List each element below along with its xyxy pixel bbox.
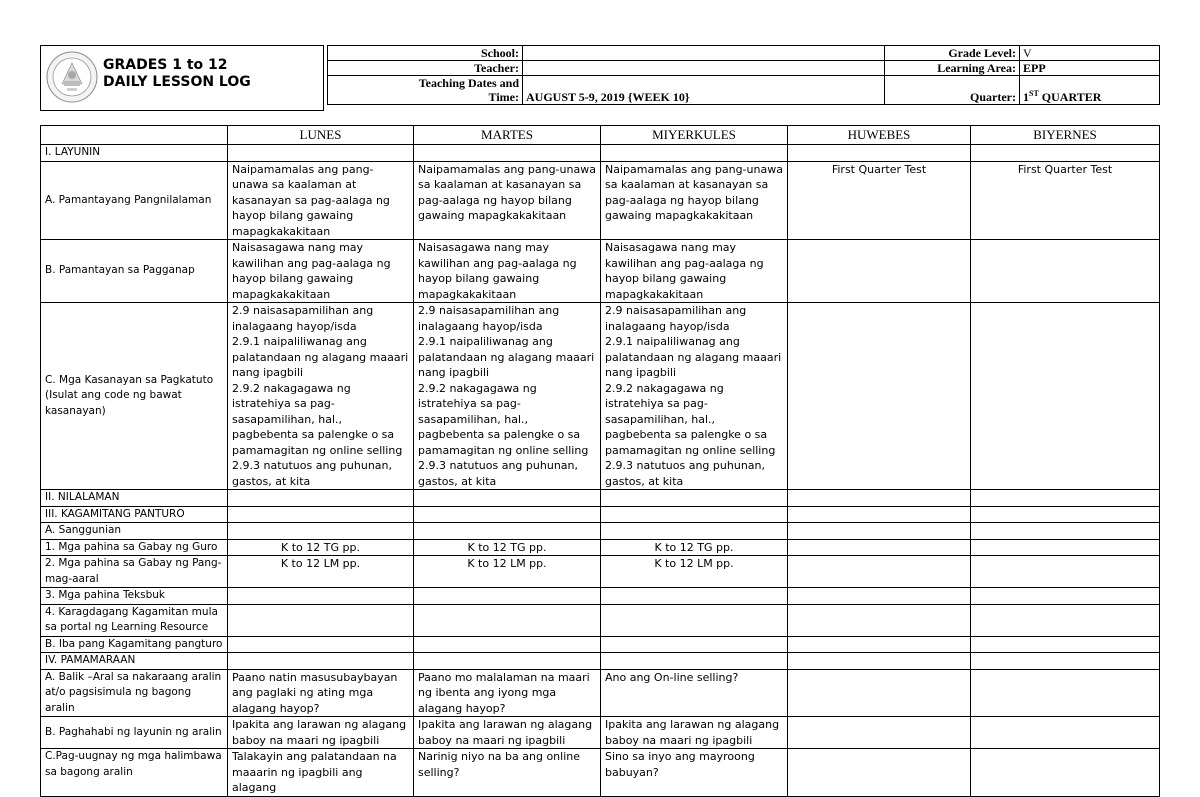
- table-cell[interactable]: [601, 653, 788, 670]
- section-label: I. LAYUNIN: [41, 145, 228, 162]
- row-label: 3. Mga pahina Teksbuk: [41, 588, 228, 605]
- table-cell[interactable]: [228, 653, 414, 670]
- table-cell[interactable]: [414, 653, 601, 670]
- table-cell[interactable]: [971, 240, 1160, 303]
- grade-level-label: Grade Level:: [885, 46, 1020, 61]
- table-cell[interactable]: [971, 490, 1160, 507]
- table-cell[interactable]: [971, 145, 1160, 162]
- table-cell[interactable]: [788, 749, 971, 797]
- table-cell[interactable]: [228, 604, 414, 636]
- table-cell[interactable]: [414, 506, 601, 523]
- table-row-teksbuk: [41, 588, 1160, 605]
- table-cell[interactable]: Ano ang On-line selling?: [601, 669, 788, 717]
- table-cell[interactable]: [414, 636, 601, 653]
- table-cell[interactable]: [414, 588, 601, 605]
- section-row-pamamaraan: [41, 653, 1160, 670]
- quarter-value[interactable]: [1020, 76, 1160, 105]
- table-cell[interactable]: [971, 717, 1160, 749]
- table-cell[interactable]: Ipakita ang larawan ng alagang baboy na maari ng ipagbili: [228, 717, 414, 749]
- table-cell[interactable]: Naisasagawa nang may kawilihan ang pag-aalaga ng hayop bilang gawaing mapagkakakitaan: [228, 240, 414, 303]
- title-line-2: DAILY LESSON LOG: [103, 74, 251, 90]
- table-cell[interactable]: [601, 604, 788, 636]
- table-cell[interactable]: 2.9 naisasapamilihan ang inalagaang hayop/isda 2.9.1 naipaliliwanag ang palatandaan ng alagang maaari nang ipagbili 2.9.2 nakagagawa ng istratehiya sa pag-sasapamilihan, hal., pagbebenta sa palengke o sa pamamagitan ng online selling 2.9.3 natutuos ang puhunan, gastos, at kita: [414, 303, 601, 490]
- table-cell[interactable]: [228, 588, 414, 605]
- table-cell[interactable]: [228, 523, 414, 540]
- table-cell[interactable]: [971, 588, 1160, 605]
- quarter-number: 1: [1023, 90, 1029, 104]
- table-cell[interactable]: [788, 669, 971, 717]
- table-cell[interactable]: [971, 749, 1160, 797]
- school-value[interactable]: [523, 46, 885, 61]
- header-info-table: [327, 45, 1160, 105]
- table-cell[interactable]: [971, 653, 1160, 670]
- table-cell[interactable]: [414, 490, 601, 507]
- quarter-word: QUARTER: [1038, 90, 1102, 104]
- table-cell[interactable]: [971, 539, 1160, 556]
- table-cell[interactable]: First Quarter Test: [788, 161, 971, 240]
- table-cell[interactable]: [601, 145, 788, 162]
- teaching-dates-label-line1: Teaching Dates and: [418, 76, 519, 90]
- table-cell[interactable]: [788, 523, 971, 540]
- table-row-sanggunian: [41, 523, 1160, 540]
- table-row-iba-pang: [41, 636, 1160, 653]
- row-label: C.Pag-uugnay ng mga halimbawa sa bagong aralin: [41, 749, 228, 797]
- table-cell[interactable]: [971, 604, 1160, 636]
- table-cell[interactable]: Naipamamalas ang pang-unawa sa kaalaman at kasanayan sa pag-aalaga ng hayop bilang gawaing mapagkakakitaan: [414, 161, 601, 240]
- table-row-balik-aral: [41, 669, 1160, 717]
- table-cell[interactable]: Naisasagawa nang may kawilihan ang pag-aalaga ng hayop bilang gawaing mapagkakakitaan: [414, 240, 601, 303]
- table-cell[interactable]: [788, 717, 971, 749]
- table-cell[interactable]: First Quarter Test: [971, 161, 1160, 240]
- table-cell[interactable]: [971, 506, 1160, 523]
- row-label: B. Paghahabi ng layunin ng aralin: [41, 717, 228, 749]
- table-cell[interactable]: K to 12 LM pp.: [414, 556, 601, 588]
- section-row-layunin: [41, 145, 1160, 162]
- table-row-gabay-mag-aaral: [41, 556, 1160, 588]
- table-cell[interactable]: [414, 604, 601, 636]
- column-header-lunes: LUNES: [228, 126, 414, 145]
- teaching-dates-label: [328, 76, 523, 105]
- table-cell[interactable]: [788, 240, 971, 303]
- table-row-pamantayang-pangnilalaman: [41, 161, 1160, 240]
- table-row-karagdagang: [41, 604, 1160, 636]
- row-label: 2. Mga pahina sa Gabay ng Pang-mag-aaral: [41, 556, 228, 588]
- row-label: 1. Mga pahina sa Gabay ng Guro: [41, 539, 228, 556]
- table-cell[interactable]: [788, 303, 971, 490]
- table-cell[interactable]: [601, 588, 788, 605]
- row-label: C. Mga Kasanayan sa Pagkatuto (Isulat ang code ng bawat kasanayan): [41, 303, 228, 490]
- row-label: 4. Karagdagang Kagamitan mula sa portal ng Learning Resource: [41, 604, 228, 636]
- quarter-label: Quarter:: [885, 76, 1020, 105]
- table-cell[interactable]: [601, 490, 788, 507]
- table-cell[interactable]: [971, 303, 1160, 490]
- lesson-log-header: [40, 45, 1159, 111]
- table-cell[interactable]: [601, 506, 788, 523]
- table-cell[interactable]: [228, 145, 414, 162]
- table-cell[interactable]: Paano natin masusubaybayan ang paglaki ng ating mga alagang hayop?: [228, 669, 414, 717]
- table-cell[interactable]: [788, 506, 971, 523]
- row-label: A. Pamantayang Pangnilalaman: [41, 161, 228, 240]
- table-cell[interactable]: K to 12 TG pp.: [414, 539, 601, 556]
- row-label: A. Balik –Aral sa nakaraang aralin at/o pagsisimula ng bagong aralin: [41, 669, 228, 717]
- table-cell[interactable]: Paano mo malalaman na maari ng ibenta ang iyong mga alagang hayop?: [414, 669, 601, 717]
- table-cell[interactable]: [601, 523, 788, 540]
- table-row-gabay-guro: [41, 539, 1160, 556]
- section-label: III. KAGAMITANG PANTURO: [41, 506, 228, 523]
- teaching-dates-value[interactable]: AUGUST 5-9, 2019 {WEEK 10}: [523, 76, 885, 105]
- table-row-pamantayan-sa-pagganap: [41, 240, 1160, 303]
- row-label: B. Iba pang Kagamitang pangturo: [41, 636, 228, 653]
- column-header-huwebes: HUWEBES: [788, 126, 971, 145]
- title-line-1: GRADES 1 to 12: [103, 57, 228, 73]
- column-header-biyernes: BIYERNES: [971, 126, 1160, 145]
- table-cell[interactable]: [228, 506, 414, 523]
- document-title: [103, 57, 251, 91]
- table-cell[interactable]: [788, 145, 971, 162]
- table-cell[interactable]: Naisasagawa nang may kawilihan ang pag-aalaga ng hayop bilang gawaing mapagkakakitaan: [601, 240, 788, 303]
- teacher-label: Teacher:: [328, 61, 523, 76]
- table-cell[interactable]: K to 12 LM pp.: [601, 556, 788, 588]
- row-label: A. Sanggunian: [41, 523, 228, 540]
- table-cell[interactable]: [228, 636, 414, 653]
- table-cell[interactable]: Ipakita ang larawan ng alagang baboy na maari ng ipagbili: [414, 717, 601, 749]
- table-row-pag-uugnay: [41, 749, 1160, 797]
- quarter-suffix: ST: [1029, 89, 1039, 98]
- table-cell[interactable]: [414, 145, 601, 162]
- table-cell[interactable]: [788, 636, 971, 653]
- section-row-kagamitan: [41, 506, 1160, 523]
- table-cell[interactable]: [414, 523, 601, 540]
- header-title-box: [40, 45, 324, 111]
- table-row-kasanayan: [41, 303, 1160, 490]
- table-cell[interactable]: Sino sa inyo ang mayroong babuyan?: [601, 749, 788, 797]
- table-cell[interactable]: 2.9 naisasapamilihan ang inalagaang hayop/isda 2.9.1 naipaliliwanag ang palatandaan ng alagang maaari nang ipagbili 2.9.2 nakagagawa ng istratehiya sa pag-sasapamilihan, hal., pagbebenta sa palengke o sa pamamagitan ng online selling 2.9.3 natutuos ang puhunan, gastos, at kita: [601, 303, 788, 490]
- table-cell[interactable]: K to 12 TG pp.: [228, 539, 414, 556]
- table-cell[interactable]: Ipakita ang larawan ng alagang baboy na maari ng ipagbili: [601, 717, 788, 749]
- table-cell[interactable]: [971, 636, 1160, 653]
- column-header-martes: MARTES: [414, 126, 601, 145]
- grade-level-value[interactable]: V: [1020, 46, 1160, 61]
- table-cell[interactable]: [971, 523, 1160, 540]
- deped-seal-icon: [46, 51, 98, 103]
- table-cell[interactable]: Narinig niyo na ba ang online selling?: [414, 749, 601, 797]
- table-cell[interactable]: [788, 539, 971, 556]
- table-cell[interactable]: [228, 490, 414, 507]
- lesson-log-table: [40, 125, 1160, 797]
- row-label: B. Pamantayan sa Pagganap: [41, 240, 228, 303]
- table-cell[interactable]: [788, 653, 971, 670]
- table-cell[interactable]: Naipamamalas ang pang-unawa sa kaalaman at kasanayan sa pag-aalaga ng hayop bilang gawaing mapagkakakitaan: [601, 161, 788, 240]
- table-cell[interactable]: [601, 636, 788, 653]
- table-cell[interactable]: K to 12 LM pp.: [228, 556, 414, 588]
- day-header-row: [41, 126, 1160, 145]
- table-cell[interactable]: 2.9 naisasapamilihan ang inalagaang hayop/isda 2.9.1 naipaliliwanag ang palatandaan ng alagang maaari nang ipagbili 2.9.2 nakagagawa ng istratehiya sa pag-sasapamilihan, hal., pagbebenta sa palengke o sa pamamagitan ng online selling 2.9.3 natutuos ang puhunan, gastos, at kita: [228, 303, 414, 490]
- table-cell[interactable]: [788, 490, 971, 507]
- learning-area-label: Learning Area:: [885, 61, 1020, 76]
- table-cell[interactable]: [971, 556, 1160, 588]
- corner-cell: [41, 126, 228, 145]
- table-cell[interactable]: Naipamamalas ang pang-unawa sa kaalaman at kasanayan sa pag-aalaga ng hayop bilang gawaing mapagkakakitaan: [228, 161, 414, 240]
- section-label: II. NILALAMAN: [41, 490, 228, 507]
- table-cell[interactable]: K to 12 TG pp.: [601, 539, 788, 556]
- table-row-paghahabi: [41, 717, 1160, 749]
- table-cell[interactable]: [971, 669, 1160, 717]
- table-cell[interactable]: [788, 556, 971, 588]
- teacher-value[interactable]: [523, 61, 885, 76]
- learning-area-value[interactable]: EPP: [1020, 61, 1160, 76]
- section-row-nilalaman: [41, 490, 1160, 507]
- table-cell[interactable]: [788, 604, 971, 636]
- table-cell[interactable]: Talakayin ang palatandaan na maaarin ng ipagbili ang alagang: [228, 749, 414, 797]
- section-label: IV. PAMAMARAAN: [41, 653, 228, 670]
- column-header-miyerkules: MIYERKULES: [601, 126, 788, 145]
- school-label: School:: [328, 46, 523, 61]
- table-cell[interactable]: [788, 588, 971, 605]
- teaching-dates-label-line2: Time:: [488, 90, 519, 104]
